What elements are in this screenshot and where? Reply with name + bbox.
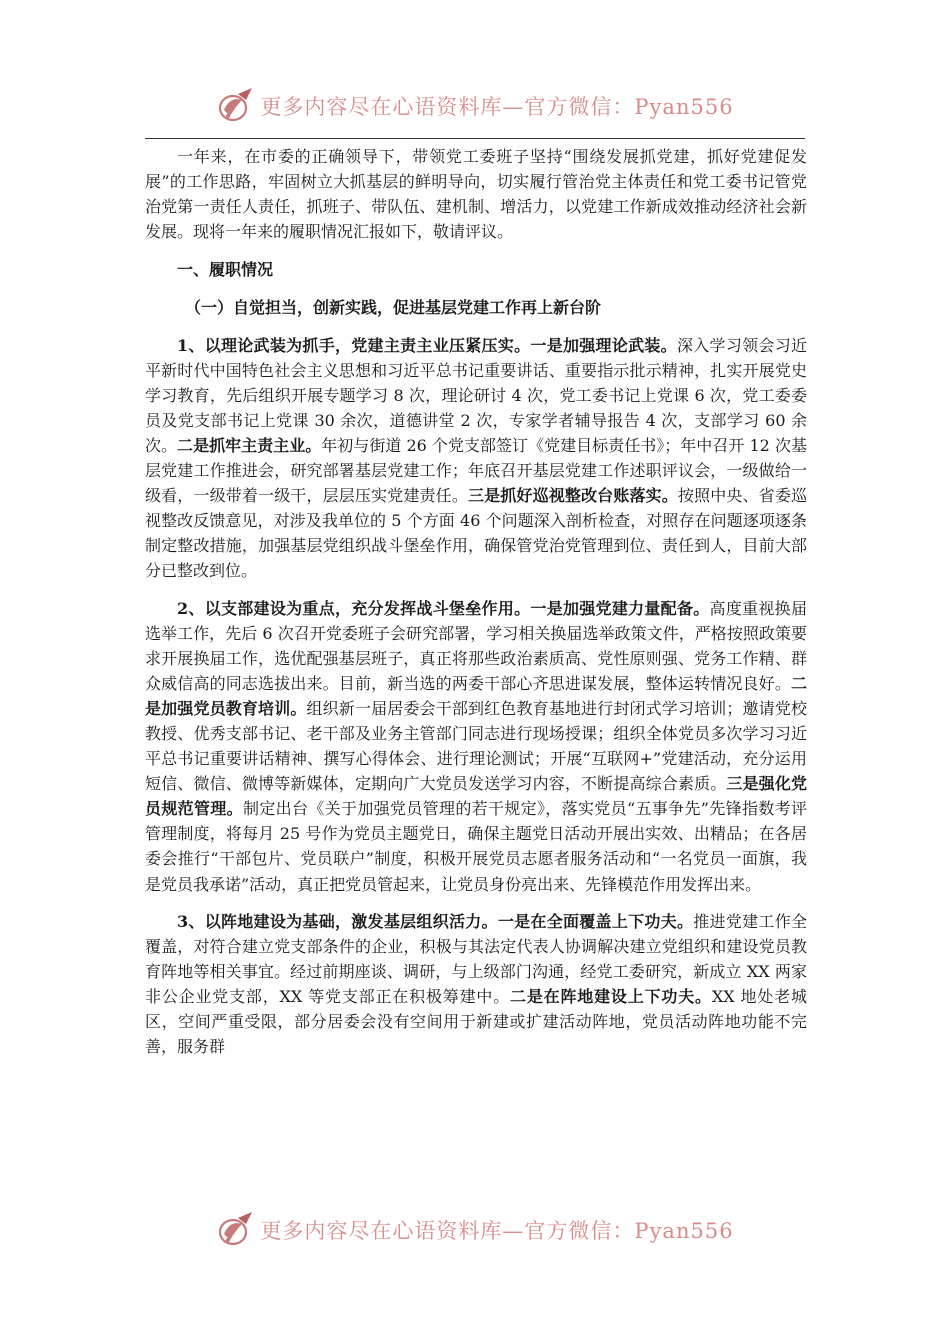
intro-paragraph: 一年来，在市委的正确领导下，带领党工委班子坚持“围绕发展抓党建，抓好党建促发展”的工作思路，牢固树立大抓基层的鲜明导向，切实履行管治党主体责任和党工委书记管党治党第一责任人责任，抓班子、带队伍、建机制、增活力，以党建工作新成效推动经济社会新发展。现将一年来的履职情况汇报如下，敬请评议。 bbox=[145, 147, 807, 242]
brush-logo-icon bbox=[216, 86, 256, 126]
header-rule bbox=[145, 138, 805, 139]
section-paragraph-3 bbox=[145, 909, 807, 1060]
header-watermark-banner bbox=[0, 86, 950, 126]
part-lead: 一是加强党建力量配备。 bbox=[530, 598, 710, 618]
document-body bbox=[145, 144, 807, 1059]
part-lead: 一是加强理论武装。 bbox=[530, 335, 677, 355]
part-text: XX 地处老城区，空间严重受限，部分居委会没有空间用于新建或扩建活动阵地，党员活动阵地功能不完善，服务群 bbox=[145, 986, 807, 1057]
section-heading-1: 一、履职情况 bbox=[177, 260, 274, 280]
section-title: 1、以理论武装为抓手，党建主责主业压紧压实。 bbox=[177, 335, 531, 355]
section-title: 3、以阵地建设为基础，激发基层组织活力。 bbox=[177, 911, 498, 931]
part-lead: 二是抓牢主责主业。 bbox=[177, 435, 322, 455]
part-text: 高度重视换届选举工作，先后 6 次召开党委班子会研究部署，学习相关换届选举政策文件，严格按照政策要求开展换届工作，选优配强基层班子，真正将那些政治素质高、党性原则强、党务工作精、群众威信高的同志选拔出来。目前，新当选的两委干部心齐思进谋发展，整体运转情况良好。 bbox=[145, 598, 807, 693]
part-lead: 二是加强党员教育培训。 bbox=[145, 673, 807, 718]
part-text: 按照中央、省委巡视整改反馈意见，对涉及我单位的 5 个方面 46 个问题深入剖析检查，对照存在问题逐项逐条制定整改措施，加强基层党组织战斗堡垒作用，确保管党治党管理到位、责任到人，目前大部分已整改到位。 bbox=[145, 486, 807, 581]
watermark-text: 更多内容尽在心语资料库—官方微信：Pyan556 bbox=[260, 1219, 734, 1243]
section-paragraph-2 bbox=[145, 596, 807, 897]
part-lead: 三是强化党员规范管理。 bbox=[145, 774, 807, 819]
part-text: 制定出台《关于加强党员管理的若干规定》，落实党员“五事争先”先锋指数考评管理制度，将每月 25 号作为党员主题党日，确保主题党日活动开展出实效、出精品；在各居委会推行“干部包片、党员联户”制度，积极开展党员志愿者服务活动和“一名党员一面旗，我是党员我承诺”活动，真正把党员管起来，让党员身份亮出来、先锋模范作用发挥出来。 bbox=[145, 799, 807, 894]
section-title: 2、以支部建设为重点，充分发挥战斗堡垒作用。 bbox=[177, 598, 531, 618]
part-lead: 三是抓好巡视整改台账落实。 bbox=[467, 486, 678, 506]
section-paragraph-1 bbox=[145, 333, 807, 584]
part-text: 推进党建工作全覆盖，对符合建立党支部条件的企业，积极与其法定代表人协调解决建立党组织和建设党员教育阵地等相关事宜。经过前期座谈、调研，与上级部门沟通，经党工委研究，新成立 XX 两家非公企业党支部，XX 等党支部正在积极筹建中。 bbox=[145, 911, 807, 1006]
watermark-text: 更多内容尽在心语资料库—官方微信：Pyan556 bbox=[260, 95, 734, 119]
part-text: 深入学习领会习近平新时代中国特色社会主义思想和习近平总书记重要讲话、重要指示批示精神，扎实开展党史学习教育，先后组织开展专题学习 8 次，理论研讨 4 次，党工委书记上党课 6 次，党工委委员及党支部书记上党课 30 余次，道德讲堂 2 次，专家学者辅导报告 4 次，支部学习 60 余次。 bbox=[145, 335, 807, 455]
part-lead: 一是在全面覆盖上下功夫。 bbox=[497, 911, 694, 931]
part-lead: 二是在阵地建设上下功夫。 bbox=[510, 986, 712, 1006]
footer-watermark-banner bbox=[0, 1210, 950, 1250]
part-text: 组织新一届居委会干部到红色教育基地进行封闭式学习培训；邀请党校教授、优秀支部书记、老干部及业务主管部门同志进行现场授课；组织全体党员多次学习习近平总书记重要讲话精神、撰写心得体会、进行理论测试；开展“互联网+”党建活动，充分运用短信、微信、微博等新媒体，定期向广大党员发送学习内容，不断提高综合素质。 bbox=[145, 698, 807, 794]
brush-logo-icon bbox=[216, 1210, 256, 1250]
subsection-heading: （一）自觉担当，创新实践，促进基层党建工作再上新台阶 bbox=[185, 298, 602, 318]
part-text: 年初与街道 26 个党支部签订《党建目标责任书》；年中召开 12 次基层党建工作推进会，研究部署基层党建工作；年底召开基层党建工作述职评议会，一级做给一级看，一级带着一级干，层层压实党建责任。 bbox=[145, 435, 807, 506]
